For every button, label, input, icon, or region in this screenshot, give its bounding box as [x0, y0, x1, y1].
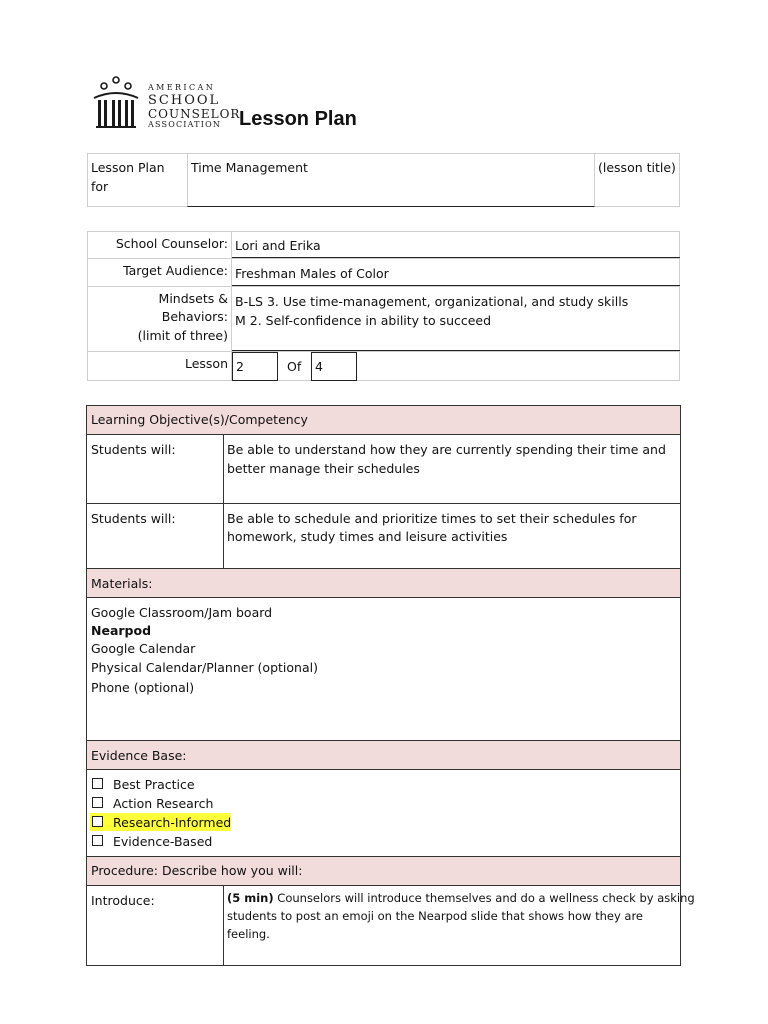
row-divider: [86, 740, 681, 741]
action-research-label: Action Research: [113, 796, 214, 811]
row-divider: [86, 885, 681, 886]
material-item: Nearpod: [91, 623, 152, 638]
counselor-underline: [232, 257, 680, 258]
page-title: Lesson Plan: [239, 108, 357, 130]
logo-line-3: COUNSELOR: [148, 107, 241, 121]
material-item: Google Classroom/Jam board: [91, 605, 273, 620]
lesson-total: 4: [315, 359, 323, 374]
audience-value[interactable]: Freshman Males of Color: [235, 266, 389, 281]
logo-line-1: AMERICAN: [148, 83, 216, 92]
introduce-text-line-3: feeling.: [227, 927, 270, 941]
column-divider: [223, 885, 224, 965]
introduce-time: (5 min): [227, 891, 274, 905]
action-research-checkbox[interactable]: [92, 797, 103, 808]
row-divider: [86, 597, 681, 598]
mindsets-label-1: Mindsets &: [158, 291, 228, 306]
lesson-label: Lesson: [184, 356, 228, 371]
mindsets-underline: [232, 350, 680, 351]
logo-line-4: ASSOCIATION: [148, 120, 222, 129]
introduce-label: Introduce:: [91, 893, 155, 908]
lesson-number: 2: [236, 359, 244, 374]
mindsets-value-2[interactable]: M 2. Self-confidence in ability to succeed: [235, 313, 492, 328]
row-divider: [86, 769, 681, 770]
objective-2-text-line-2: homework, study times and leisure activities: [227, 529, 508, 544]
row-divider: [86, 503, 681, 504]
row-divider: [87, 351, 680, 352]
material-item: Google Calendar: [91, 641, 196, 656]
objective-1-label: Students will:: [91, 442, 176, 457]
objective-2-label: Students will:: [91, 511, 176, 526]
row-divider: [86, 434, 681, 435]
mindsets-label-3: (limit of three): [137, 328, 228, 343]
column-divider: [223, 434, 224, 568]
evidence-header: Evidence Base:: [91, 748, 187, 763]
counselor-value[interactable]: Lori and Erika: [235, 238, 321, 253]
material-item: Phone (optional): [91, 680, 195, 695]
audience-label: Target Audience:: [123, 263, 228, 278]
objective-1-text-line-1: Be able to understand how they are currently spending their time and: [227, 442, 666, 457]
introduce-text-line-1: [227, 889, 695, 907]
objectives-header: Learning Objective(s)/Competency: [91, 412, 308, 427]
best-practice-checkbox[interactable]: [92, 778, 103, 789]
of-label: Of: [287, 359, 302, 374]
objective-1-text-line-2: better manage their schedules: [227, 461, 420, 476]
mindsets-label-2: Behaviors:: [161, 309, 228, 324]
logo-line-2: SCHOOL: [148, 93, 221, 108]
row-divider: [87, 258, 680, 259]
audience-underline: [232, 285, 680, 286]
evidence-based-label: Evidence-Based: [113, 834, 213, 849]
counselor-label: School Counselor:: [115, 236, 228, 251]
lesson-title-value: Time Management: [191, 160, 308, 175]
lesson-title-hint: (lesson title): [598, 160, 676, 175]
research-informed-checkbox[interactable]: [92, 816, 103, 827]
lesson-plan-for-label: Lesson Plan for: [91, 160, 165, 194]
materials-header: Materials:: [91, 576, 153, 591]
introduce-text-line-2: students to post an emoji on the Nearpod slide that shows how they are: [227, 909, 644, 923]
row-divider: [86, 568, 681, 569]
evidence-based-checkbox[interactable]: [92, 835, 103, 846]
row-divider: [87, 286, 680, 287]
best-practice-label: Best Practice: [113, 777, 195, 792]
mindsets-value-1[interactable]: B-LS 3. Use time-management, organizational, and study skills: [235, 294, 629, 309]
introduce-text-1: Counselors will introduce themselves and do a wellness check by asking: [273, 891, 695, 905]
asca-wordmark: [148, 84, 240, 129]
row-divider: [86, 856, 681, 857]
material-item: Physical Calendar/Planner (optional): [91, 660, 318, 675]
procedure-header: Procedure: Describe how you will:: [91, 863, 303, 878]
objective-2-text-line-1: Be able to schedule and prioritize times to set their schedules for: [227, 511, 637, 526]
research-informed-label: Research-Informed: [113, 815, 232, 830]
